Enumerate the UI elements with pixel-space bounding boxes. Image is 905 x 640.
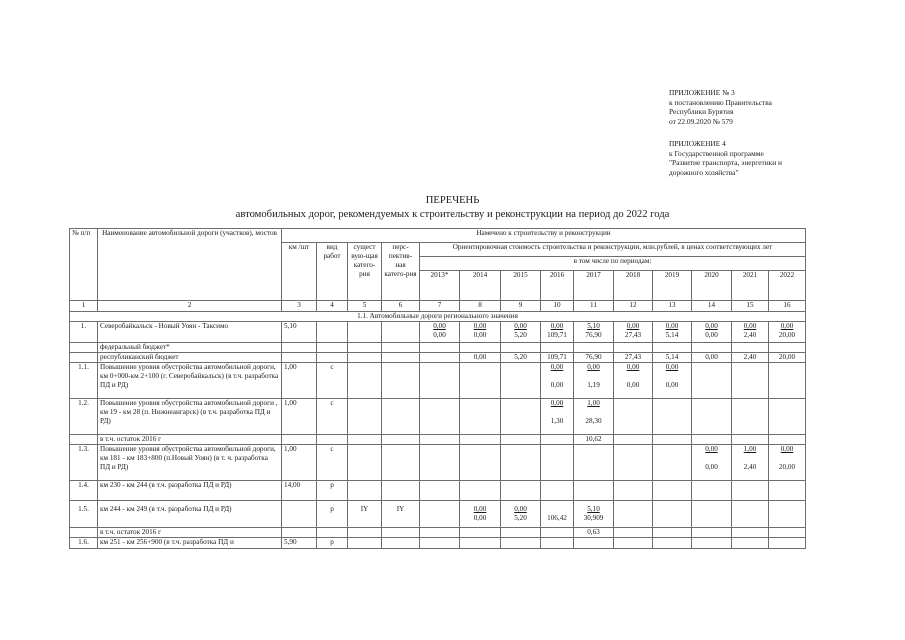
appendix-line: "Развитие транспорта, энергетики и xyxy=(669,158,783,168)
table-row xyxy=(70,444,806,480)
cell-bot: 0,00 xyxy=(473,330,487,339)
row-work: с xyxy=(317,362,348,398)
cell-value: 5,14 xyxy=(653,352,692,362)
cell-top: 0,00 xyxy=(705,444,718,453)
appendix-line: Республики Бурятия xyxy=(669,107,734,117)
cell-bot: 27,43 xyxy=(624,330,642,339)
cell-top: 5,10 xyxy=(587,321,600,330)
cell-top: 0,00 xyxy=(743,321,757,330)
cell-bot: 0,00 xyxy=(705,330,718,339)
col-number: 14 xyxy=(692,301,732,312)
document-subtitle: автомобильных дорог, рекомендуемых к строительству и реконструкции на период до 2022 года xyxy=(235,209,670,220)
cell-top: 0,00 xyxy=(626,321,640,330)
cell-top: 0,00 xyxy=(665,321,679,330)
rest-2016-label: в т.ч. остаток 2016 г xyxy=(98,527,282,537)
table-row xyxy=(70,398,806,434)
cell-bot: 2,40 xyxy=(743,330,757,339)
cell-bot: 28,30 xyxy=(585,416,602,425)
col-number: 11 xyxy=(574,301,614,312)
appendix-line: к постановлению Правительства xyxy=(669,97,772,107)
cell-top: 0,00 xyxy=(433,321,446,330)
header-cost: Ориентировочная стоимость строительства и реконструкции, млн.рублей, в ценах соответствующих лет xyxy=(420,243,806,257)
cell-value: 2,40 xyxy=(732,352,769,362)
cell-value: 0,00 xyxy=(692,352,732,362)
col-number: 3 xyxy=(282,301,317,312)
table-row xyxy=(70,321,806,342)
rest-2016-label: в т.ч. остаток 2016 г xyxy=(98,434,282,444)
row-persp-category: IY xyxy=(382,500,420,527)
cell-top: 0,00 xyxy=(473,504,487,513)
appendix-line: ПРИЛОЖЕНИЕ 4 xyxy=(669,139,726,148)
header-year: 2018 xyxy=(614,271,653,301)
cell-value: 0,63 xyxy=(574,527,614,537)
cell-bot: 5,20 xyxy=(514,330,527,339)
cell-top: 1,00 xyxy=(587,398,600,407)
row-name: Повышение уровня обустройства автомобильной дороги, км 0+000-км 2+100 (г. Северобайкальск) (в т.ч. разработка ПД и РД) xyxy=(98,362,282,398)
appendix-line: к Государственной программе xyxy=(669,148,764,158)
cell-bot: 1,19 xyxy=(587,380,600,389)
col-number: 16 xyxy=(769,301,806,312)
row-km: 14,00 xyxy=(282,480,317,500)
cell-bot: 109,71 xyxy=(547,330,567,339)
cell-top: 0,00 xyxy=(780,444,794,453)
table-row xyxy=(70,434,806,444)
row-num: 1.2. xyxy=(70,398,98,434)
header-persp-category: перс-пектив-ная катего-рия xyxy=(382,243,420,301)
header-num: № п/п xyxy=(70,229,98,301)
document-title: ПЕРЕЧЕНЬ xyxy=(425,195,480,206)
header-year: 2017 xyxy=(574,271,614,301)
header-planned: Намечено к строительству и реконструкции xyxy=(282,229,806,243)
appendix-line: дорожного хозяйства" xyxy=(669,167,739,177)
appendix-line: от 22.09.2020 № 579 xyxy=(669,116,733,126)
row-name: Северобайкальск - Новый Уоян - Таксимо xyxy=(98,321,282,342)
cell-bot: 0,00 xyxy=(665,380,679,389)
cell-value: 0,00 xyxy=(460,352,501,362)
row-name: Повышение уровня обустройства автомобильной дороги, км 181 - км 183+800 (п.Новый Уоян) (в т. ч. разработка ПД и РД) xyxy=(98,444,282,480)
table-row xyxy=(70,527,806,537)
roads-table xyxy=(69,228,806,549)
row-km: 5,10 xyxy=(282,321,317,342)
row-name: км 251 - км 256+900 (в т.ч. разработка ПД и xyxy=(98,537,282,548)
cell-top: 0,00 xyxy=(550,321,564,330)
table-row xyxy=(70,500,806,527)
cell-top: 0,00 xyxy=(626,362,640,371)
cell-bot: 0,00 xyxy=(433,330,446,339)
row-name: км 230 - км 244 (в т.ч. разработка ПД и РД) xyxy=(98,480,282,500)
cell-bot: 30,909 xyxy=(583,513,604,522)
row-km: 1,00 xyxy=(282,398,317,434)
col-number: 7 xyxy=(420,301,460,312)
cell-top: 0,00 xyxy=(550,362,564,371)
cell-bot: 5,14 xyxy=(665,330,679,339)
header-year: 2022 xyxy=(769,271,806,301)
header-year: 2014 xyxy=(460,271,501,301)
row-work: р xyxy=(317,537,348,548)
row-km: 1,00 xyxy=(282,362,317,398)
cell-value: 27,43 xyxy=(614,352,653,362)
header-exist-category: сущест вую-щая катего-рия xyxy=(348,243,382,301)
col-number: 13 xyxy=(653,301,692,312)
row-num: 1.4. xyxy=(70,480,98,500)
row-num: 1.3. xyxy=(70,444,98,480)
row-work: р xyxy=(317,480,348,500)
header-year: 2016 xyxy=(541,271,574,301)
appendix-4-block xyxy=(669,139,782,177)
row-name: км 244 - км 249 (в т.ч. разработка ПД и РД) xyxy=(98,500,282,527)
col-number: 12 xyxy=(614,301,653,312)
table-row xyxy=(70,362,806,398)
cell-bot: 20,00 xyxy=(778,462,796,471)
header-year: 2019 xyxy=(653,271,692,301)
header-name: Наименование автомобильной дороги (участков), мостов xyxy=(98,229,282,301)
col-number: 10 xyxy=(541,301,574,312)
section-title: 1.1. Автомобильные дороги регионального значения xyxy=(70,312,806,322)
row-num: 1.6. xyxy=(70,537,98,548)
table-row xyxy=(70,352,806,362)
table-row xyxy=(70,537,806,548)
header-km: км /шт xyxy=(282,243,317,301)
cell-value: 5,20 xyxy=(501,352,541,362)
col-number: 9 xyxy=(501,301,541,312)
appendix-line: ПРИЛОЖЕНИЕ № 3 xyxy=(669,88,735,97)
cell-top: 0,00 xyxy=(514,504,527,513)
cell-top: 1,00 xyxy=(743,444,757,453)
header-year: 2021 xyxy=(732,271,769,301)
row-num: 1. xyxy=(70,321,98,342)
cell-bot: 20,00 xyxy=(778,330,796,339)
cell-bot: 1,30 xyxy=(550,416,564,425)
cell-top: 0,00 xyxy=(780,321,794,330)
cell-bot: 0,00 xyxy=(705,462,718,471)
row-exist-category: IY xyxy=(348,500,382,527)
col-number: 4 xyxy=(317,301,348,312)
cell-value: 10,62 xyxy=(574,434,614,444)
header-year: 2015 xyxy=(501,271,541,301)
cell-bot: 76,90 xyxy=(585,330,602,339)
col-number: 15 xyxy=(732,301,769,312)
cell-bot: 106,42 xyxy=(547,513,567,522)
header-year: 2013* xyxy=(420,271,460,301)
cell-value: 76,90 xyxy=(574,352,614,362)
row-km: 5,90 xyxy=(282,537,317,548)
appendix-3-block xyxy=(669,88,772,126)
header-periods: в том числе по периодам: xyxy=(420,257,806,271)
cell-bot: 0,00 xyxy=(626,380,640,389)
row-num: 1.1. xyxy=(70,362,98,398)
cell-top: 0,00 xyxy=(587,362,600,371)
table-row xyxy=(70,480,806,500)
row-work: с xyxy=(317,444,348,480)
row-num: 1.5. xyxy=(70,500,98,527)
republic-budget-label: республиканский бюджет xyxy=(98,352,282,362)
table-row xyxy=(70,342,806,352)
cell-top: 0,00 xyxy=(665,362,679,371)
cell-value: 20,00 xyxy=(769,352,806,362)
federal-budget-label: федеральный бюджет* xyxy=(98,342,282,352)
cell-bot: 5,20 xyxy=(514,513,527,522)
row-km: 1,00 xyxy=(282,444,317,480)
header-work: вид работ xyxy=(317,243,348,301)
row-work: с xyxy=(317,398,348,434)
cell-top: 0,00 xyxy=(514,321,527,330)
col-number: 5 xyxy=(348,301,382,312)
cell-top: 0,00 xyxy=(550,398,564,407)
cell-top: 0,00 xyxy=(705,321,718,330)
cell-bot: 0,00 xyxy=(473,513,487,522)
row-name: Повышение уровня обустройства автомобильной дороги , км 19 - км 28 (п. Нижнеангарск) (в т.ч. разработка ПД и РД) xyxy=(98,398,282,434)
cell-bot: 2,40 xyxy=(743,462,757,471)
cell-top: 0,00 xyxy=(473,321,487,330)
header-year: 2020 xyxy=(692,271,732,301)
col-number: 8 xyxy=(460,301,501,312)
col-number: 1 xyxy=(70,301,98,312)
col-number: 2 xyxy=(98,301,282,312)
row-work: р xyxy=(317,500,348,527)
cell-value: 109,71 xyxy=(541,352,574,362)
cell-top: 5,10 xyxy=(587,504,600,513)
col-number: 6 xyxy=(382,301,420,312)
cell-bot: 0,00 xyxy=(550,380,564,389)
